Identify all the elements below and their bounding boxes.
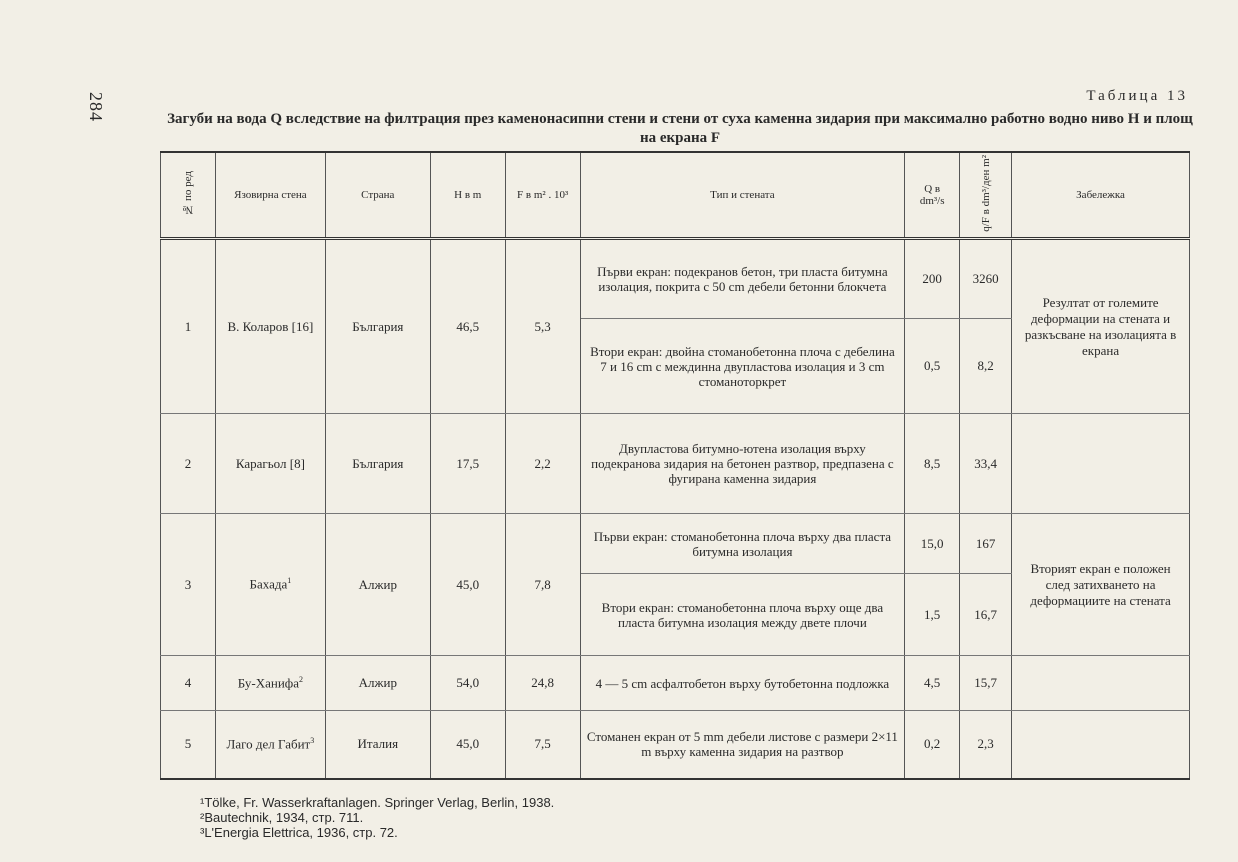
cell-desc: 4 — 5 cm асфалтобетон върху бутобетонна подложка [580, 656, 905, 711]
cell-dam: В. Коларов [16] [215, 239, 325, 414]
cell-note [1012, 656, 1190, 711]
cell-dam: Бахада$^1$ [215, 514, 325, 656]
cell-qf: 16,7 [960, 574, 1012, 656]
cell-desc: Първи екран: стоманобетонна плоча върху два пласта битумна изолация [580, 514, 905, 574]
cell-country: Алжир [325, 514, 430, 656]
cell-qf: 3260 [960, 239, 1012, 319]
cell-dam: Карагьол [8] [215, 414, 325, 514]
table-row [161, 414, 1190, 514]
cell-no: 4 [161, 656, 216, 711]
cell-f: 7,8 [505, 514, 580, 656]
cell-note [1012, 711, 1190, 779]
cell-q: 8,5 [905, 414, 960, 514]
cell-q: 4,5 [905, 656, 960, 711]
header-dam: Язовирна стена [215, 152, 325, 239]
cell-note [1012, 414, 1190, 514]
cell-country: България [325, 239, 430, 414]
header-type: Тип и стената [580, 152, 905, 239]
header-no: № по ред [161, 152, 216, 239]
table-row [161, 711, 1190, 779]
cell-no: 2 [161, 414, 216, 514]
cell-desc: Първи екран: подекранов бетон, три пласта битумна изолация, покрита с 50 cm дебели бетонни блокчета [580, 239, 905, 319]
cell-dam: Бу-Ханифа$^2$ [215, 656, 325, 711]
header-note: Забележка [1012, 152, 1190, 239]
cell-dam: Лаго дел Габит$^3$ [215, 711, 325, 779]
cell-desc: Стоманен екран от 5 mm дебели листове с размери 2×11 m върху каменна зидария на разтвор [580, 711, 905, 779]
cell-h: 17,5 [430, 414, 505, 514]
table-row [161, 239, 1190, 319]
footnotes [200, 795, 554, 840]
cell-desc: Втори екран: стоманобетонна плоча върху още два пласта битумна изолация между двете плочи [580, 574, 905, 656]
data-table [160, 151, 1190, 780]
cell-no: 3 [161, 514, 216, 656]
cell-f: 24,8 [505, 656, 580, 711]
cell-country: България [325, 414, 430, 514]
cell-h: 45,0 [430, 711, 505, 779]
footnote-3: ³L'Energia Elettrica, 1936, стр. 72. [200, 825, 398, 840]
cell-f: 5,3 [505, 239, 580, 414]
cell-qf: 2,3 [960, 711, 1012, 779]
header-row [161, 152, 1190, 239]
header-h: H в m [430, 152, 505, 239]
cell-q: 0,2 [905, 711, 960, 779]
table-title: Загуби на вода Q вследствие на филтрация през каменонасипни стени и стени от суха каменна зидария при максимално работно водно ниво H и площ на екрана F [167, 111, 1193, 146]
cell-f: 7,5 [505, 711, 580, 779]
cell-q: 15,0 [905, 514, 960, 574]
cell-h: 46,5 [430, 239, 505, 414]
header-f: F в m² . 10³ [505, 152, 580, 239]
cell-desc: Втори екран: двойна стоманобетонна плоча с дебелина 7 и 16 cm с междинна двупластова изолация и 3 cm стоманоторкрет [580, 319, 905, 414]
table-row [161, 514, 1190, 574]
cell-qf: 167 [960, 514, 1012, 574]
cell-note: Вторият екран е положен след затихването на деформациите на стената [1012, 514, 1190, 656]
cell-qf: 8,2 [960, 319, 1012, 414]
footnote-2: ²Bautechnik, 1934, стр. 711. [200, 810, 364, 825]
table-label: Таблица 13 [1086, 88, 1188, 104]
cell-q: 200 [905, 239, 960, 319]
header-q: Q в dm³/s [905, 152, 960, 239]
cell-h: 45,0 [430, 514, 505, 656]
page-number: 284 [86, 92, 106, 122]
cell-no: 5 [161, 711, 216, 779]
header-country: Страна [325, 152, 430, 239]
cell-no: 1 [161, 239, 216, 414]
cell-h: 54,0 [430, 656, 505, 711]
table-row [161, 656, 1190, 711]
cell-qf: 33,4 [960, 414, 1012, 514]
cell-f: 2,2 [505, 414, 580, 514]
footnote-1: ¹Tölke, Fr. Wasserkraftanlagen. Springer Verlag, Berlin, 1938. [200, 795, 555, 810]
cell-q: 0,5 [905, 319, 960, 414]
cell-q: 1,5 [905, 574, 960, 656]
header-qf: q/F в dm³/ден m² [960, 152, 1012, 239]
cell-qf: 15,7 [960, 656, 1012, 711]
cell-desc: Двупластова битумно-ютена изолация върху подекранова зидария на бетонен разтвор, предпазена с фугирана каменна зидария [580, 414, 905, 514]
cell-note: Резултат от големите деформации на стената и разкъсване на изолацията в екрана [1012, 239, 1190, 414]
cell-country: Алжир [325, 656, 430, 711]
cell-country: Италия [325, 711, 430, 779]
